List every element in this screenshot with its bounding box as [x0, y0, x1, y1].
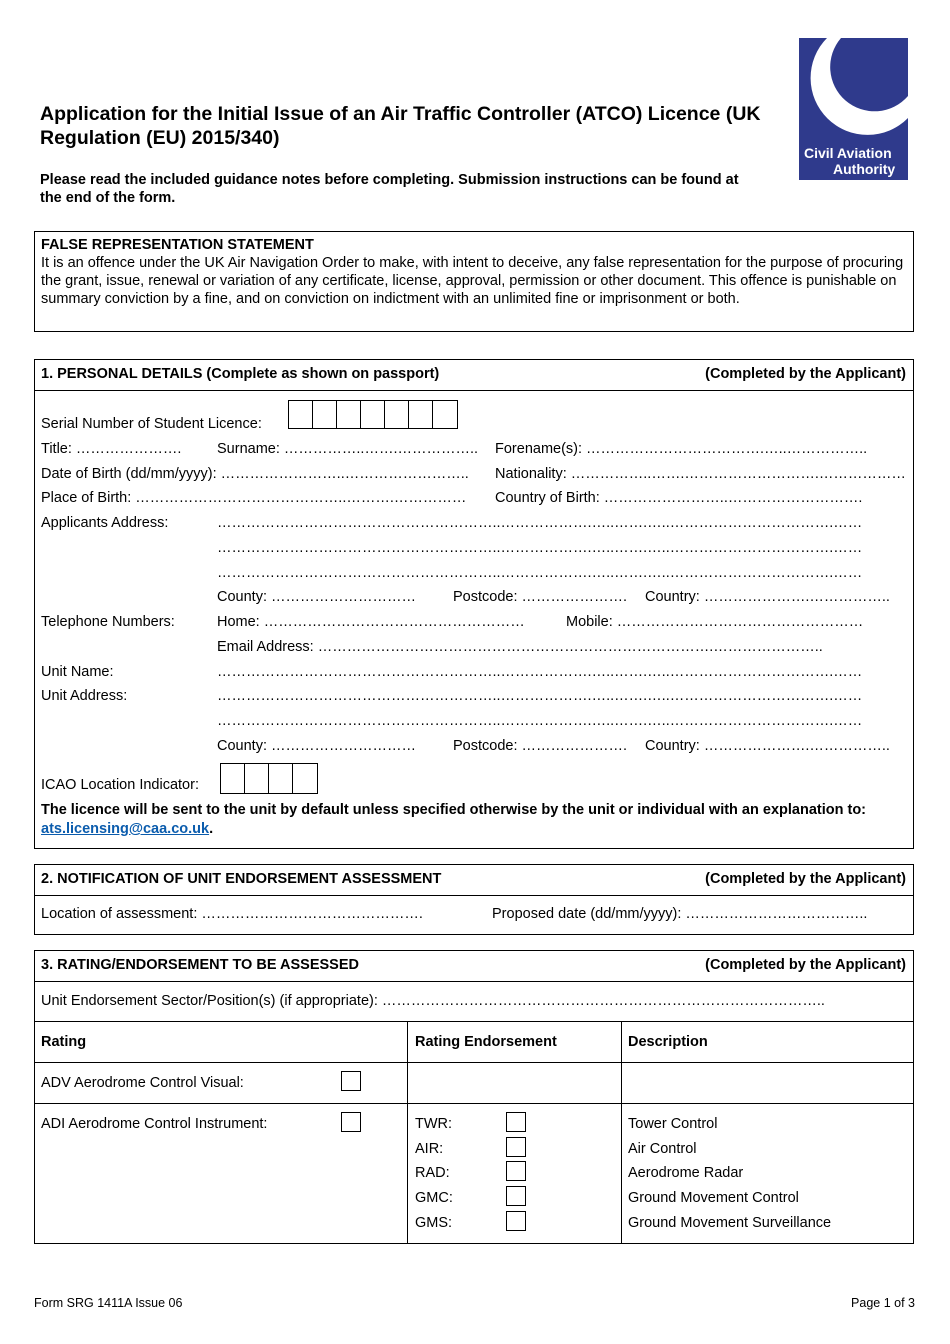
licence-notice-end: .: [209, 821, 214, 837]
section2-title: 2. NOTIFICATION OF UNIT ENDORSEMENT ASSESSMENT: [41, 871, 442, 887]
adv-checkbox[interactable]: [341, 1071, 361, 1091]
endorsement-air-label: AIR:: [415, 1141, 444, 1157]
false-representation-body: It is an offence under the UK Air Navigation Order to make, with intent to deceive, any false representation for the purpose of procuring the grant, issue, renewal or variation of any certificate, license, approval, permission or other document. This offence is punishable on summary conviction by a fine, and on conviction on indictment with an unlimited fine or imprisonment or both.: [41, 255, 904, 307]
table-top-divider: [35, 1021, 913, 1022]
endorsement-gmc-checkbox[interactable]: [506, 1186, 526, 1206]
serial-number-label: Serial Number of Student Licence:: [41, 416, 262, 432]
endorsement-rad-checkbox[interactable]: [506, 1161, 526, 1181]
serial-number-input[interactable]: [288, 400, 458, 429]
sector-position-field[interactable]: Unit Endorsement Sector/Position(s) (if appropriate): ………………………………………………………………………………..: [41, 993, 825, 1009]
endorsement-gmc-description: Ground Movement Control: [628, 1190, 799, 1206]
email-field[interactable]: Email Address: ……………………………………………………………………….…………………..: [217, 639, 823, 655]
place-of-birth-field[interactable]: Place of Birth: ……………………………………..……….……………: [41, 490, 467, 506]
endorsement-air-checkbox[interactable]: [506, 1137, 526, 1157]
unit-country-field[interactable]: Country: ………………….……………..: [645, 738, 890, 754]
address-line-2[interactable]: …………………………………………………..……………….…..…….…..…………………………….……: [217, 540, 863, 556]
adi-rating-label: ADI Aerodrome Control Instrument:: [41, 1116, 268, 1132]
unit-county-field[interactable]: County: …………………………: [217, 738, 416, 754]
icao-input[interactable]: [220, 763, 318, 794]
endorsement-air-description: Air Control: [628, 1141, 697, 1157]
false-representation-heading: FALSE REPRESENTATION STATEMENT: [41, 237, 314, 253]
address-line-3[interactable]: …………………………………………………..……………….…..…….…..…………………………….……: [217, 565, 863, 581]
adv-rating-label: ADV Aerodrome Control Visual:: [41, 1075, 244, 1091]
postcode-field[interactable]: Postcode: ………………….: [453, 589, 628, 605]
licence-notice: [41, 801, 911, 839]
logo-text-line2: Authority: [833, 161, 896, 177]
form-id: Form SRG 1411A Issue 06: [34, 1296, 183, 1310]
unit-address-line-1[interactable]: …………………………………………………..……………….…..…….…..…………………………….……: [217, 688, 863, 704]
table-col-divider-2: [621, 1021, 622, 1243]
caa-logo: [799, 38, 908, 180]
icao-label: ICAO Location Indicator:: [41, 777, 199, 793]
guidance-note: Please read the included guidance notes before completing. Submission instructions can be found at the end of the form.: [40, 172, 739, 206]
licensing-email-link[interactable]: ats.licensing@caa.co.uk: [41, 821, 210, 837]
col-endorsement-header: Rating Endorsement: [415, 1034, 557, 1050]
nationality-field[interactable]: Nationality: ……………..…….……………………….………………: [495, 466, 906, 482]
unit-name-label: Unit Name:: [41, 664, 114, 680]
endorsement-twr-label: TWR:: [415, 1116, 453, 1132]
col-description-header: Description: [628, 1034, 708, 1050]
table-header-divider: [35, 1062, 913, 1063]
section3-completed-by: (Completed by the Applicant): [705, 957, 906, 973]
section1-title: 1. PERSONAL DETAILS (Complete as shown on passport): [41, 366, 440, 382]
endorsement-twr-description: Tower Control: [628, 1116, 718, 1132]
section2-completed-by: (Completed by the Applicant): [705, 871, 906, 887]
address-label: Applicants Address:: [41, 515, 169, 531]
endorsement-twr-checkbox[interactable]: [506, 1112, 526, 1132]
dob-field[interactable]: Date of Birth (dd/mm/yyyy): ……………………..……………………..: [41, 466, 469, 482]
home-phone-field[interactable]: Home: ………………………………………………: [217, 614, 525, 630]
assessment-location-field[interactable]: Location of assessment: ……………………………………….: [41, 906, 423, 922]
country-of-birth-field[interactable]: Country of Birth: ……………………..……………………….: [495, 490, 863, 506]
section2-header: [35, 865, 913, 896]
endorsement-gms-checkbox[interactable]: [506, 1211, 526, 1231]
page-title: Application for the Initial Issue of an Air Traffic Controller (ATCO) Licence (UK Regulation (EU) 2015/340): [40, 103, 761, 149]
table-col-divider-1: [407, 1021, 408, 1243]
unit-name-line[interactable]: …………………………………………………..……………….…..…….…..…………………………….……: [217, 664, 863, 680]
forename-field[interactable]: Forename(s): ……………………………….…..……………..: [495, 441, 868, 457]
endorsement-rad-label: RAD:: [415, 1165, 450, 1181]
section3-header: [35, 951, 913, 982]
page-number: Page 1 of 3: [851, 1296, 915, 1310]
mobile-phone-field[interactable]: Mobile: ……………………………………………: [566, 614, 864, 630]
section-assessment-notification: [34, 864, 914, 935]
endorsement-gms-label: GMS:: [415, 1215, 453, 1231]
county-field[interactable]: County: …………………………: [217, 589, 416, 605]
unit-address-label: Unit Address:: [41, 688, 128, 704]
section1-completed-by: (Completed by the Applicant): [705, 366, 906, 382]
endorsement-gms-description: Ground Movement Surveillance: [628, 1215, 832, 1231]
surname-field[interactable]: Surname: ……………..…….……………..: [217, 441, 479, 457]
country-field[interactable]: Country: ………………….……………..: [645, 589, 890, 605]
address-line-1[interactable]: …………………………………………………..……………….…..…….…..…………………………….……: [217, 515, 863, 531]
title-field[interactable]: Title: ………………….: [41, 441, 182, 457]
unit-postcode-field[interactable]: Postcode: ………………….: [453, 738, 628, 754]
section-personal-details: [34, 359, 914, 849]
table-row-divider: [35, 1103, 913, 1104]
unit-address-line-2[interactable]: …………………………………………………..……………….…..…….…..…………………………….……: [217, 713, 863, 729]
telephone-label: Telephone Numbers:: [41, 614, 175, 630]
licence-notice-text: The licence will be sent to the unit by default unless specified otherwise by the unit or individual with an explanation to:: [41, 802, 866, 818]
logo-text-line1: Civil Aviation: [804, 145, 892, 161]
section-rating-endorsement: [34, 950, 914, 1244]
section1-header: [35, 360, 913, 391]
adi-checkbox[interactable]: [341, 1112, 361, 1132]
false-representation-box: [34, 231, 914, 332]
endorsement-gmc-label: GMC:: [415, 1190, 453, 1206]
section3-title: 3. RATING/ENDORSEMENT TO BE ASSESSED: [41, 957, 359, 973]
col-rating-header: Rating: [41, 1034, 87, 1050]
endorsement-rad-description: Aerodrome Radar: [628, 1165, 744, 1181]
proposed-date-field[interactable]: Proposed date (dd/mm/yyyy): ………………………………..: [492, 906, 868, 922]
